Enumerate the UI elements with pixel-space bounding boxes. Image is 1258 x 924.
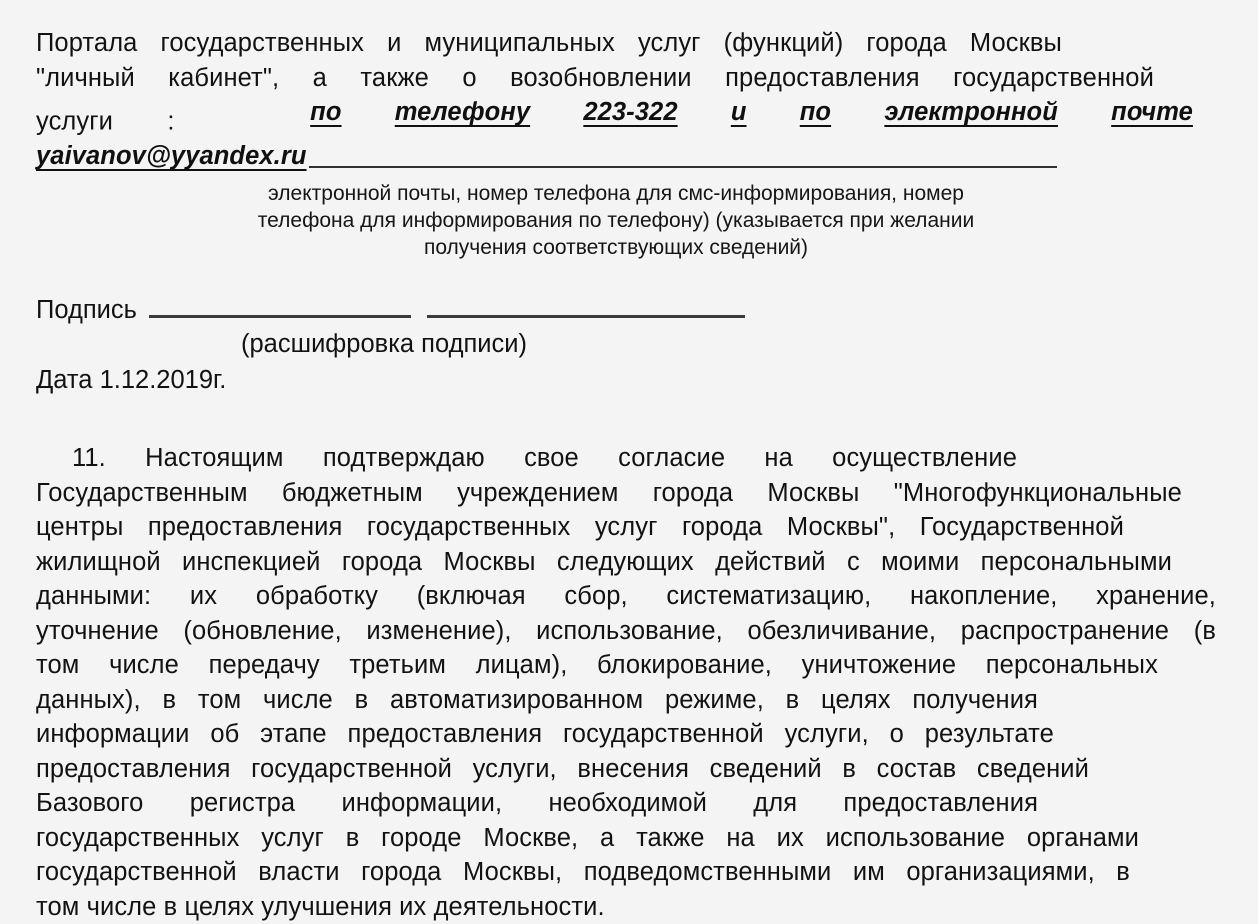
clause-word: услуг	[261, 823, 324, 852]
clause-word: регистра	[189, 789, 296, 818]
clause-word: сбор,	[564, 582, 628, 611]
clause-11-line-1	[36, 441, 1216, 476]
clause-word: в	[354, 685, 369, 714]
clause-word: передачу	[208, 651, 320, 680]
signature-block	[36, 289, 1218, 398]
top-line-4	[36, 139, 1216, 174]
clause-word: числе	[109, 651, 179, 680]
top-line-2-word: государственной	[953, 63, 1154, 92]
clause-word: свое	[524, 444, 579, 473]
clause-word: государственной	[562, 720, 764, 749]
clause-word: следующих	[556, 547, 694, 576]
signature-decode-caption: (расшифровка подписи)	[241, 330, 528, 359]
top-line-1-word: Москвы	[969, 29, 1062, 57]
clause-11-line-8	[36, 683, 1216, 718]
clause-11-line-13	[36, 855, 1216, 890]
clause-word: органами	[1026, 823, 1139, 852]
clause-word: данных),	[36, 685, 141, 714]
top-line-2-word: также	[360, 63, 429, 92]
clause-word: города	[652, 478, 734, 507]
date-label: Дата	[36, 366, 93, 395]
clause-word: центры	[36, 513, 124, 542]
clause-word: подведомственными	[583, 858, 832, 887]
clause-word: власти	[258, 858, 340, 887]
top-line-2-word: кабинет",	[168, 63, 280, 92]
clause-word: уничтожение	[801, 651, 957, 680]
clause-word: в	[785, 685, 800, 714]
clause-11-line-3	[36, 510, 1216, 545]
fill-word: телефону	[394, 98, 531, 126]
top-line-1-word: (функций)	[723, 29, 844, 57]
email-blank-rule	[309, 141, 1057, 169]
top-line-2	[36, 61, 1216, 96]
top-line-2-word: о	[462, 63, 477, 92]
clause-word: (включая	[416, 582, 526, 611]
clause-word: предоставления	[843, 789, 1038, 818]
clause-word: третьим	[349, 651, 446, 680]
clause-word: (обновление,	[183, 616, 342, 645]
signature-label: Подпись	[36, 296, 137, 325]
clause-word: Настоящим	[145, 444, 284, 473]
clause-word: инспекцией	[182, 547, 321, 576]
top-line-1-word: города	[866, 29, 947, 57]
clause-word: в	[1116, 858, 1130, 887]
fill-word: по	[799, 98, 832, 126]
clause-word: (в	[1193, 616, 1216, 645]
clause-word: использование	[825, 823, 1006, 852]
clause-word: организациями,	[906, 858, 1095, 887]
clause-word: согласие	[618, 444, 726, 473]
top-line-1-word: Портала	[36, 29, 138, 57]
clause-word: сведений	[709, 754, 822, 783]
clause-word: сведений	[976, 754, 1089, 783]
clause-word: систематизацию,	[666, 582, 872, 611]
signature-row	[36, 289, 1218, 328]
clause-word: информации,	[341, 789, 503, 818]
signature-decode-blank-rule[interactable]	[427, 289, 745, 319]
clause-word: информации	[36, 720, 190, 749]
fill-word: по	[310, 98, 342, 126]
top-line-2-word: "личный	[36, 63, 135, 92]
clause-word: города	[361, 858, 442, 887]
clause-word: государственных	[366, 513, 571, 542]
clause-word: об	[210, 720, 240, 749]
caption-line-3: получения соответствующих сведений)	[423, 235, 809, 259]
clause-word: подтверждаю	[322, 444, 485, 473]
clause-word: распространение	[960, 616, 1170, 645]
clause-word: Государственной	[919, 513, 1124, 542]
clause-word: персональных	[985, 651, 1158, 680]
clause-11-line-6	[36, 614, 1216, 649]
clause-word: а	[599, 823, 615, 852]
clause-word: на	[764, 444, 793, 473]
clause-word: данными:	[36, 582, 152, 611]
clause-word: о	[889, 720, 904, 749]
clause-word: их	[189, 582, 218, 611]
clause-word: хранение,	[1096, 582, 1216, 611]
date-value[interactable]: 1.12.2019г.	[99, 366, 227, 395]
colon-separator: :	[167, 107, 175, 136]
clause-word: режиме,	[665, 685, 764, 714]
clause-11-line-2	[36, 476, 1216, 511]
clause-word: города	[681, 513, 763, 542]
clause-word: бюджетным	[281, 478, 423, 507]
clause-word: городе	[381, 823, 462, 852]
contact-details-filled-value[interactable]	[211, 95, 1193, 130]
clause-word: числе	[263, 685, 333, 714]
clause-word: результате	[924, 720, 1054, 749]
clause-word: Государственным	[36, 478, 248, 507]
clause-word: города	[341, 547, 423, 576]
clause-word: в	[345, 823, 360, 852]
clause-word: том	[36, 651, 80, 680]
field-caption	[36, 180, 1196, 261]
clause-word: состав	[876, 754, 957, 783]
email-filled-value[interactable]: yaivanov@yyandex.ru	[36, 142, 307, 170]
top-line-1-word: и	[387, 29, 402, 57]
clause-11-paragraph	[36, 441, 1216, 924]
clause-word: Москвы	[767, 478, 860, 507]
clause-word: также	[636, 823, 705, 852]
top-line-2-word: предоставления	[725, 63, 920, 92]
clause-word: моими	[881, 547, 960, 576]
clause-word: изменение),	[366, 616, 512, 645]
clause-word: государственной	[251, 754, 452, 783]
fill-word: и	[730, 98, 747, 126]
clause-word: Москве,	[483, 823, 579, 852]
clause-word: в	[162, 685, 177, 714]
clause-word: том	[197, 685, 242, 714]
signature-blank-rule[interactable]	[149, 289, 411, 319]
clause-11-line-9	[36, 717, 1216, 752]
clause-word: для	[753, 789, 798, 818]
clause-word: услуги,	[784, 720, 869, 749]
clause-word: в	[842, 754, 856, 783]
clause-word: на	[726, 823, 755, 852]
clause-word: блокирование,	[597, 651, 772, 680]
clause-word: предоставления	[147, 513, 343, 542]
top-line-1	[36, 26, 1216, 61]
services-label: услуги	[36, 107, 113, 136]
clause-word: этапе	[260, 720, 327, 749]
clause-word: персональными	[980, 547, 1172, 576]
clause-11-line-12	[36, 821, 1216, 856]
top-line-1-word: государственных	[160, 29, 364, 57]
top-line-3	[36, 95, 1216, 139]
clause-word: предоставления	[347, 720, 543, 749]
clause-11-line-4	[36, 545, 1216, 580]
fill-word: электронной	[884, 98, 1058, 126]
fill-word: 223-322	[583, 98, 678, 126]
clause-11-line-5	[36, 579, 1216, 614]
clause-word: жилищной	[36, 547, 161, 576]
clause-word: уточнение	[36, 616, 159, 645]
clause-word: государственной	[36, 858, 237, 887]
clause-word: Москвы",	[786, 513, 896, 542]
clause-word: действий	[715, 547, 826, 576]
clause-11-line-11	[36, 786, 1216, 821]
clause-word: накопление,	[909, 582, 1058, 611]
clause-word: лицам),	[475, 651, 568, 680]
clause-word: услуги,	[472, 754, 557, 783]
clause-word: обработку	[255, 582, 378, 611]
clause-word: их	[776, 823, 804, 852]
top-line-1-word: услуг	[637, 29, 701, 57]
clause-word: учреждением	[457, 478, 619, 507]
date-row	[36, 363, 1218, 397]
clause-word: Москвы	[443, 547, 536, 576]
clause-word: необходимой	[548, 789, 707, 818]
clause-11-line-10	[36, 752, 1216, 787]
top-line-2-word: а	[312, 63, 327, 92]
clause-11-line-14: том числе в целях улучшения их деятельности.	[36, 892, 605, 921]
top-line-2-word: возобновлении	[510, 63, 692, 92]
clause-word: осуществление	[832, 444, 1017, 473]
clause-11-line-7	[36, 648, 1216, 683]
clause-word: получения	[912, 685, 1038, 714]
clause-word: внесения	[577, 754, 690, 783]
clause-word: автоматизированном	[390, 685, 644, 714]
caption-line-1: электронной почты, номер телефона для смс-информирования, номер	[268, 181, 964, 205]
top-line-1-word: муниципальных	[424, 29, 615, 57]
clause-word: "Многофункциональные	[893, 478, 1182, 507]
clause-word: им	[852, 858, 885, 887]
fill-word: почте	[1111, 98, 1193, 126]
clause-word: целях	[821, 685, 891, 714]
clause-word: использование,	[536, 616, 723, 645]
clause-number: 11.	[72, 444, 106, 473]
caption-line-2: телефона для информирования по телефону) (указывается при желании	[257, 208, 975, 232]
top-continuation-paragraph	[36, 26, 1216, 174]
clause-word: предоставления	[36, 754, 231, 783]
clause-word: с	[846, 547, 860, 576]
clause-word: Базового	[36, 789, 144, 818]
clause-word: обезличивание,	[747, 616, 937, 645]
clause-word: Москвы,	[462, 858, 563, 887]
clause-word: услуг	[594, 513, 658, 542]
clause-word: государственных	[36, 823, 240, 852]
